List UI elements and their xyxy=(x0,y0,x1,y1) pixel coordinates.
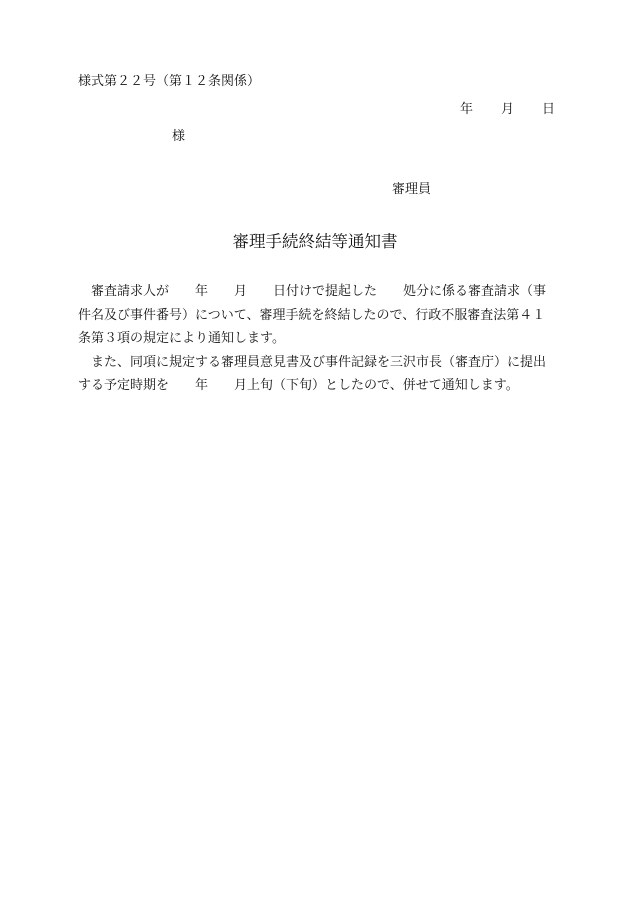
document-title: 審理手続終結等通知書 xyxy=(232,232,398,251)
issuer-title: 審理員 xyxy=(392,182,432,197)
date-day-label: 日 xyxy=(542,102,556,117)
date-month-label: 月 xyxy=(501,102,515,117)
form-number: 様式第２２号（第１２条関係） xyxy=(78,74,261,89)
body-paragraph-1: 審査請求人が 年 月 日付けで提起した 処分に係る審査請求（事件名及び事件番号）について、審理手続を終結したので、行政不服審査法第４１条第３項の規定により通知します。 xyxy=(78,284,547,346)
addressee-honorific: 様 xyxy=(172,129,186,144)
document-body xyxy=(78,280,553,398)
body-paragraph-2: また、同項に規定する審理員意見書及び事件記録を三沢市長（審査庁）に提出する予定時期を 年 月上旬（下旬）としたので、併せて通知します。 xyxy=(78,354,547,393)
date-year-label: 年 xyxy=(460,102,474,117)
date-line xyxy=(460,98,555,117)
